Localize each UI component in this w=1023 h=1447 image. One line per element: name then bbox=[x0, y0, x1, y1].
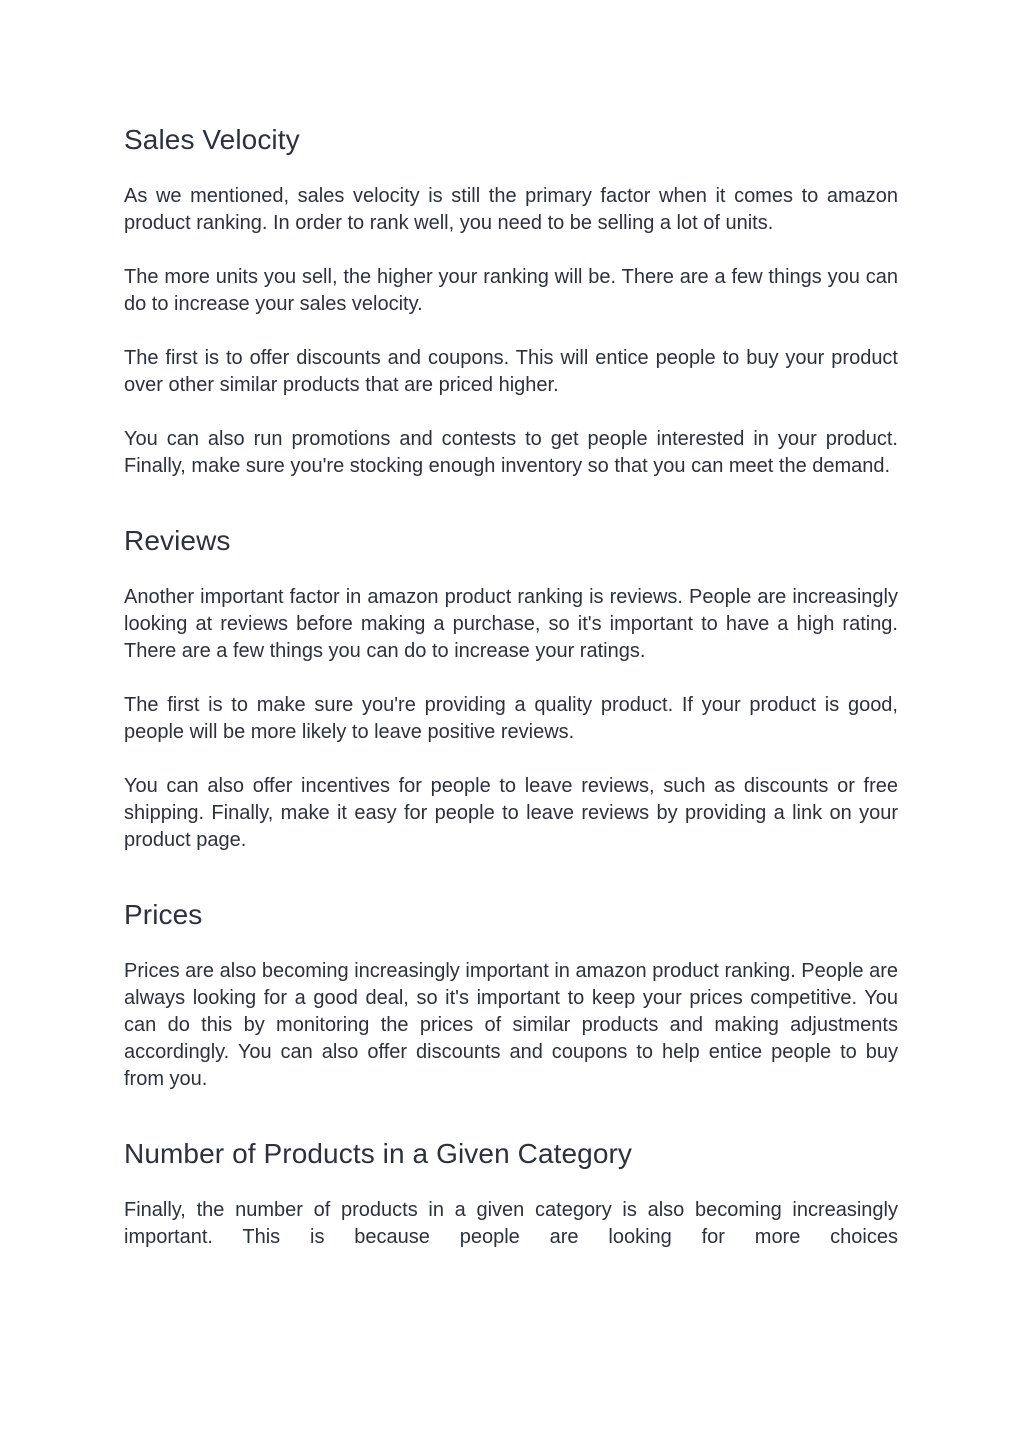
paragraph: The first is to make sure you're providing a quality product. If your product is good, people will be more likely to leave positive reviews. bbox=[124, 694, 898, 743]
paragraph: You can also run promotions and contests to get people interested in your product. Finally, make sure you're stocking enough inventory so that you can meet the demand. bbox=[124, 428, 898, 477]
section-reviews bbox=[124, 525, 898, 854]
section-prices bbox=[124, 899, 898, 1093]
paragraph: Finally, the number of products in a given category is also becoming increasingly important. This is because people are looking for more choices bbox=[124, 1199, 898, 1248]
section-sales-velocity bbox=[124, 124, 898, 480]
paragraph: The more units you sell, the higher your ranking will be. There are a few things you can do to increase your sales velocity. bbox=[124, 266, 898, 315]
paragraph: As we mentioned, sales velocity is still the primary factor when it comes to amazon product ranking. In order to rank well, you need to be selling a lot of units. bbox=[124, 185, 898, 234]
paragraph: Prices are also becoming increasingly important in amazon product ranking. People are always looking for a good deal, so it's important to keep your prices competitive. You can do this by monitoring the prices of similar products and making adjustments accordingly. You can also offer discounts and coupons to help entice people to buy from you. bbox=[124, 960, 898, 1090]
section-heading: Reviews bbox=[124, 525, 231, 556]
paragraph: The first is to offer discounts and coupons. This will entice people to buy your product over other similar products that are priced higher. bbox=[124, 347, 898, 396]
section-heading: Number of Products in a Given Category bbox=[124, 1138, 633, 1169]
section-heading: Prices bbox=[124, 899, 203, 930]
paragraph: Another important factor in amazon product ranking is reviews. People are increasingly looking at reviews before making a purchase, so it's important to have a high rating. There are a few things you can do to increase your ratings. bbox=[124, 586, 898, 662]
section-number-of-products bbox=[124, 1138, 898, 1251]
section-heading: Sales Velocity bbox=[124, 124, 300, 155]
document-page bbox=[124, 0, 898, 1251]
paragraph: You can also offer incentives for people to leave reviews, such as discounts or free shipping. Finally, make it easy for people to leave reviews by providing a link on your product page. bbox=[124, 775, 898, 851]
